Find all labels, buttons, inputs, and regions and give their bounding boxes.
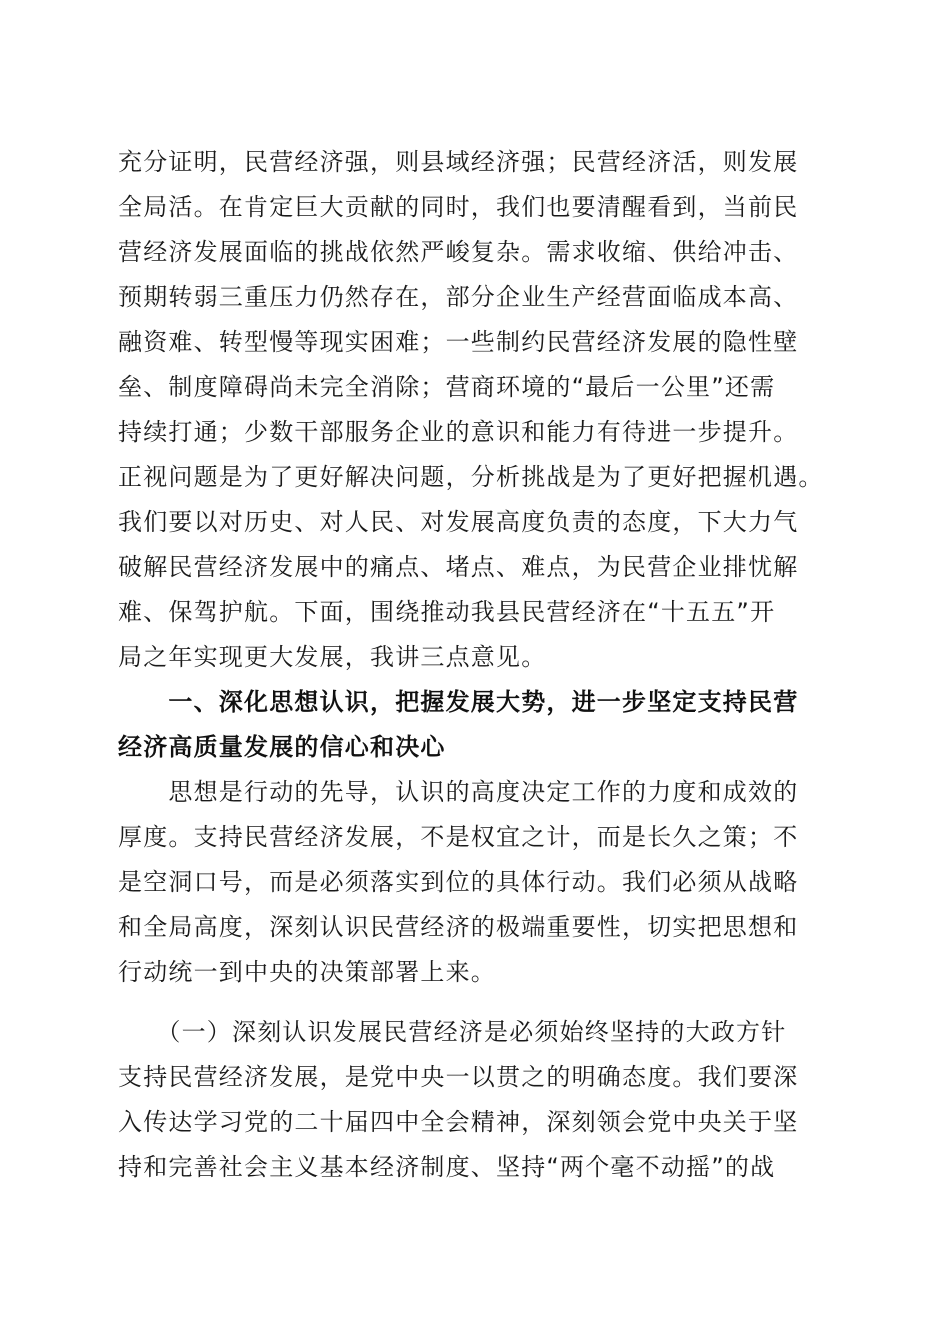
text-line: 预期转弱三重压力仍然存在，部分企业生产经营面临成本高、 <box>118 283 799 311</box>
text-line: 支持民营经济发展，是党中央一以贯之的明确态度。我们要深 <box>118 1063 799 1091</box>
text-line: 破解民营经济发展中的痛点、堵点、难点，为民营企业排忧解 <box>118 553 799 581</box>
text-line: 充分证明，民营经济强，则县域经济强；民营经济活，则发展 <box>118 148 799 176</box>
text-line: 融资难、转型慢等现实困难；一些制约民营经济发展的隐性壁 <box>118 328 799 356</box>
text-line: 思想是行动的先导，认识的高度决定工作的力度和成效的 <box>118 778 799 806</box>
text-line: 正视问题是为了更好解决问题，分析挑战是为了更好把握机遇。 <box>118 463 824 491</box>
section-heading: 一、深化思想认识，把握发展大势，进一步坚定支持民营 <box>118 688 799 716</box>
text-line: 厚度。支持民营经济发展，不是权宜之计，而是长久之策；不 <box>118 823 799 851</box>
text-line: 是空洞口号，而是必须落实到位的具体行动。我们必须从战略 <box>118 868 799 896</box>
text-line: 持续打通；少数干部服务企业的意识和能力有待进一步提升。 <box>118 418 799 446</box>
subsection-heading: （一）深刻认识发展民营经济是必须始终坚持的大政方针 <box>118 1018 787 1046</box>
section-heading: 经济高质量发展的信心和决心 <box>118 733 446 761</box>
text-line: 营经济发展面临的挑战依然严峻复杂。需求收缩、供给冲击、 <box>118 238 799 266</box>
text-line: 垒、制度障碍尚未完全消除；营商环境的“最后一公里”还需 <box>118 373 776 401</box>
text-line: 全局活。在肯定巨大贡献的同时，我们也要清醒看到，当前民 <box>118 193 799 221</box>
text-line: 和全局高度，深刻认识民营经济的极端重要性，切实把思想和 <box>118 913 799 941</box>
text-line: 行动统一到中央的决策部署上来。 <box>118 958 496 986</box>
text-line: 局之年实现更大发展，我讲三点意见。 <box>118 643 547 671</box>
text-line: 入传达学习党的二十届四中全会精神，深刻领会党中央关于坚 <box>118 1108 799 1136</box>
text-line: 我们要以对历史、对人民、对发展高度负责的态度，下大力气 <box>118 508 799 536</box>
text-line: 持和完善社会主义基本经济制度、坚持“两个毫不动摇”的战 <box>118 1153 776 1181</box>
text-line: 难、保驾护航。下面，围绕推动我县民营经济在“十五五”开 <box>118 598 776 626</box>
